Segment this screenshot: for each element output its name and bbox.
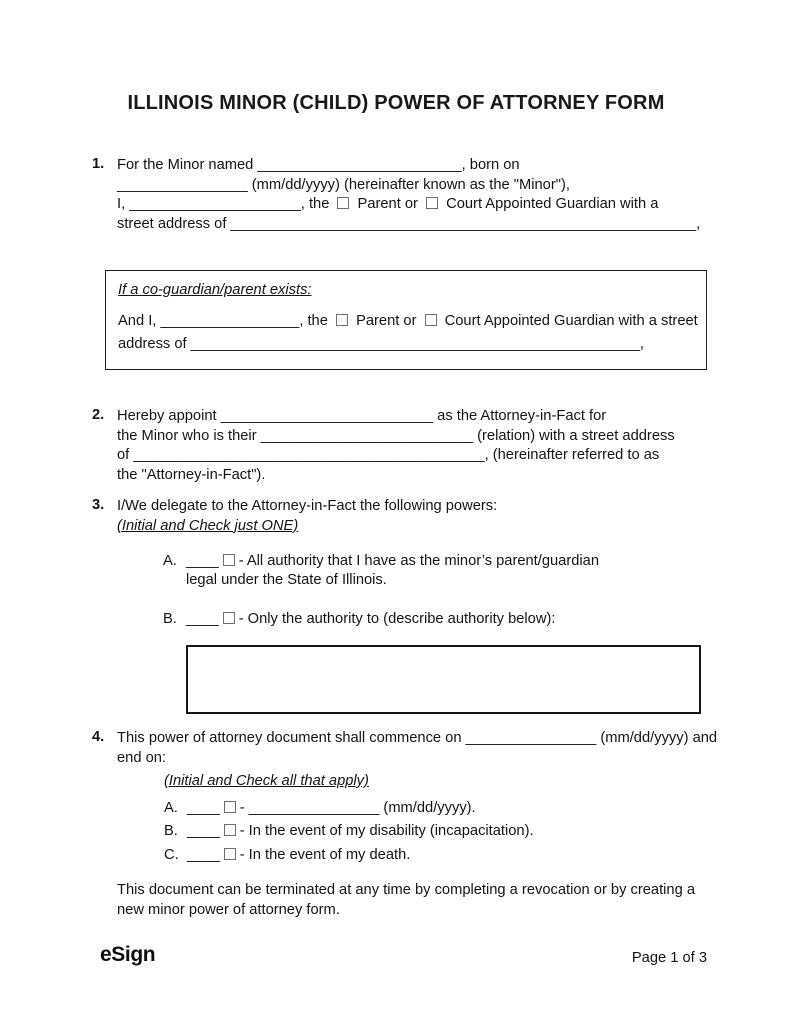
option-a-letter: A. [163, 552, 177, 569]
end-date-option-row [164, 797, 710, 821]
option-b-checkbox[interactable] [223, 612, 235, 624]
end-option-a-letter: A. [164, 799, 178, 816]
section-3 [92, 497, 710, 629]
co-guardian-heading: If a co-guardian/parent exists: [118, 282, 312, 298]
co-guardian-line-1-text: And I, _________________, the [118, 312, 332, 329]
section-2-line-3: of ___________________________________________, (hereinafter referred to as [117, 447, 660, 463]
section-1-line-3-text: Court Appointed Guardian with a [442, 196, 659, 212]
parent-checkbox[interactable] [337, 197, 349, 209]
section-4 [92, 729, 718, 867]
section-4-instruction: (Initial and Check all that apply) [164, 773, 369, 789]
section-1-line-1: For the Minor named _________________________, born on [117, 157, 520, 173]
section-1-line-4: street address of _________________________________________________________, [117, 215, 701, 232]
co-parent-checkbox[interactable] [336, 314, 348, 326]
end-date-checkbox[interactable] [224, 801, 236, 813]
co-guardian-line-1-text: Parent or [351, 312, 421, 329]
section-4-line-1: This power of attorney document shall commence on ________________ (mm/dd/yyyy) and [117, 730, 718, 746]
co-guardian-line-2: address of _______________________________________________________, [118, 335, 645, 352]
section-1-line-3-text: I, _____________________, the [117, 196, 334, 212]
end-option-a-text: - ________________ (mm/dd/yyyy). [239, 799, 476, 816]
section-1-line-3 [117, 195, 710, 215]
option-a-text: - All authority that I have as the minor’s parent/guardian [238, 552, 600, 569]
option-b-letter: B. [163, 610, 177, 627]
disability-checkbox[interactable] [224, 824, 236, 836]
option-b-initial-blank[interactable]: ____ [186, 610, 219, 627]
option-a-checkbox[interactable] [223, 554, 235, 566]
section-1-line-3-text: Parent or [353, 196, 423, 212]
end-option-a-initial-blank[interactable]: ____ [187, 799, 220, 816]
authority-description-box[interactable] [186, 645, 701, 714]
section-2 [92, 407, 710, 485]
court-appointed-guardian-checkbox[interactable] [426, 197, 438, 209]
co-guardian-line-1 [118, 310, 698, 333]
death-option-row [164, 844, 710, 868]
disability-option-row [164, 820, 710, 844]
section-4-number: 4. [92, 729, 105, 745]
section-3-number: 3. [92, 497, 105, 513]
end-option-b-text: - In the event of my disability (incapacitation). [239, 823, 534, 839]
end-option-c-text: - In the event of my death. [239, 846, 411, 863]
page-indicator: Page 1 of 3 [631, 950, 707, 966]
section-1 [92, 156, 710, 234]
option-a-text-line-2: legal under the State of Illinois. [186, 572, 387, 588]
page-title: ILLINOIS MINOR (CHILD) POWER OF ATTORNEY FORM [127, 92, 665, 114]
option-b-row [163, 610, 710, 630]
section-2-line-1: Hereby appoint __________________________ as the Attorney-in-Fact for [117, 408, 607, 424]
option-a-initial-blank[interactable]: ____ [186, 552, 219, 569]
section-2-line-4: the "Attorney-in-Fact"). [117, 466, 266, 483]
co-guardian-box [105, 270, 707, 370]
section-2-line-2: the Minor who is their __________________________ (relation) with a street address [117, 427, 675, 444]
section-1-line-2: ________________ (mm/dd/yyyy) (hereinafter known as the "Minor"), [117, 176, 570, 193]
end-option-c-initial-blank[interactable]: ____ [187, 846, 220, 863]
esign-logo: eSign [100, 943, 156, 966]
closing-paragraph [117, 881, 717, 920]
end-option-b-letter: B. [164, 823, 178, 839]
end-option-c-letter: C. [164, 846, 179, 863]
section-4-options [117, 797, 710, 868]
option-b-text: - Only the authority to (describe authority below): [238, 610, 556, 627]
section-4-line-2: end on: [117, 749, 167, 766]
closing-line-1: This document can be terminated at any time by completing a revocation or by creating a [117, 882, 696, 898]
closing-line-2: new minor power of attorney form. [117, 901, 340, 918]
option-a-row [163, 552, 710, 572]
death-checkbox[interactable] [224, 848, 236, 860]
co-guardian-line-1-text: Court Appointed Guardian with a street [440, 312, 698, 329]
section-1-number: 1. [92, 156, 105, 172]
end-option-b-initial-blank[interactable]: ____ [187, 823, 220, 839]
section-2-number: 2. [92, 407, 105, 423]
co-court-appointed-guardian-checkbox[interactable] [425, 314, 437, 326]
section-3-intro: I/We delegate to the Attorney-in-Fact the following powers: [117, 498, 498, 514]
section-3-instruction: (Initial and Check just ONE) [117, 517, 299, 534]
